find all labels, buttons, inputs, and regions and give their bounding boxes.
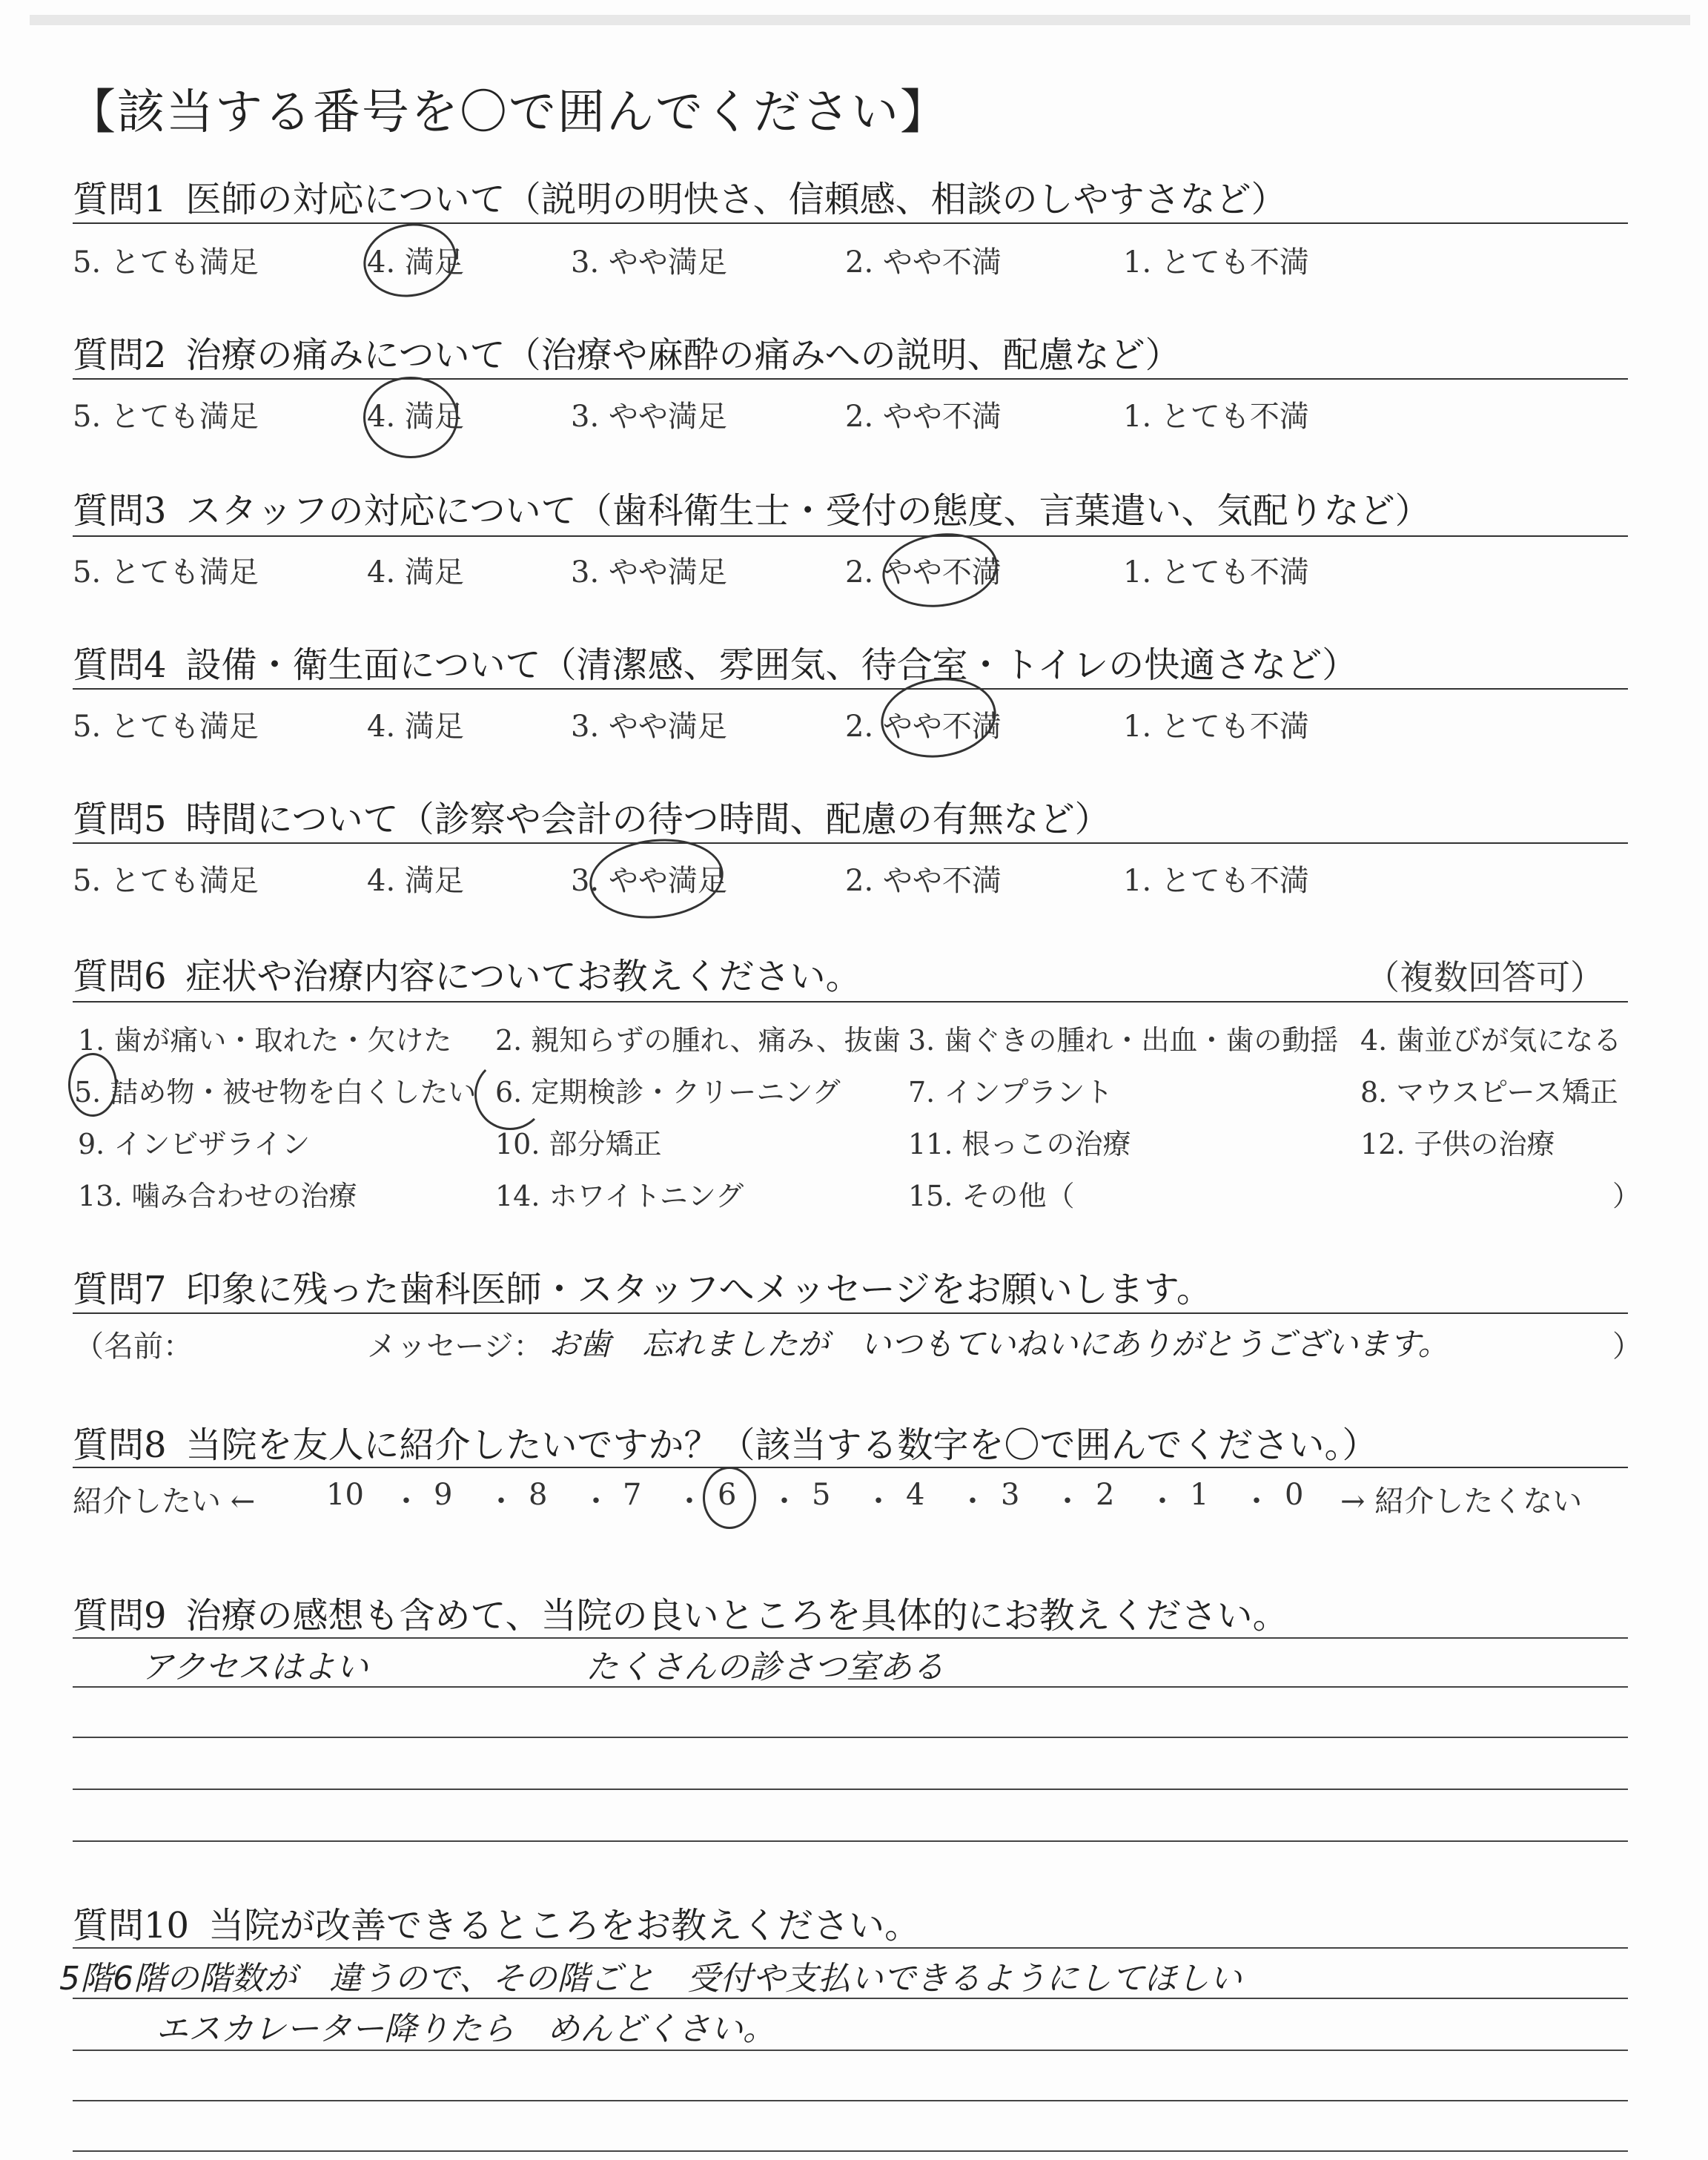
symptom-option[interactable]: 2. 親知らずの腫れ、痛み、抜歯 (495, 1024, 901, 1057)
scale-separator: ・ (486, 1484, 516, 1519)
selection-circle (357, 217, 462, 304)
scale-4[interactable]: 4 (906, 1478, 925, 1512)
symptom-option[interactable]: 5. 詰め物・被せ物を白くしたい (74, 1076, 477, 1109)
question-rule (73, 1312, 1628, 1314)
selection-checkmark (474, 1059, 546, 1130)
answer-line (73, 1947, 1628, 1949)
option-1[interactable]: 1. とても不満 (1123, 245, 1309, 280)
question-text: 設備・衛生面について（清潔感、雰囲気、待合室・トイレの快適さなど） (185, 644, 1358, 686)
question-text: 時間について（診察や会計の待つ時間、配慮の有無など） (185, 799, 1110, 840)
option-4[interactable]: 4. 満足 (367, 864, 464, 898)
question-number: 質問5 (73, 799, 167, 840)
scale-separator: ・ (958, 1484, 987, 1519)
option-5[interactable]: 5. とても満足 (73, 400, 259, 434)
question-number: 質問8 (73, 1424, 167, 1466)
scale-separator: ・ (769, 1484, 799, 1519)
option-1[interactable]: 1. とても不満 (1123, 555, 1309, 589)
answer-line (73, 1998, 1628, 1999)
symptom-option[interactable]: 3. 歯ぐきの腫れ・出血・歯の動揺 (908, 1024, 1339, 1057)
scale-2[interactable]: 2 (1096, 1478, 1115, 1512)
scan-top-edge (30, 15, 1690, 25)
question-number: 質問1 (73, 179, 167, 220)
scale-separator: ・ (675, 1484, 704, 1519)
question-number: 質問3 (73, 490, 167, 532)
answer-line (73, 1686, 1628, 1688)
scale-separator: ・ (391, 1484, 421, 1519)
question-text: 症状や治療内容についてお教えください。 (185, 956, 861, 997)
option-4[interactable]: 4. 満足 (367, 400, 464, 434)
option-5[interactable]: 5. とても満足 (73, 245, 259, 280)
scale-separator: ・ (1148, 1484, 1177, 1519)
option-5[interactable]: 5. とても満足 (73, 555, 259, 589)
option-4[interactable]: 4. 満足 (367, 555, 464, 589)
question-8 (73, 1416, 1629, 1467)
question-text: 当院を友人に紹介したいですか？（該当する数字を〇で囲んでください。） (185, 1424, 1378, 1466)
symptom-option[interactable]: 11. 根っこの治療 (908, 1128, 1131, 1160)
question-rule (73, 222, 1628, 224)
symptom-option[interactable]: 9. インビザライン (78, 1128, 311, 1160)
question-text: 治療の痛みについて（治療や麻酔の痛みへの説明、配慮など） (185, 334, 1181, 376)
scale-separator: ・ (1242, 1484, 1271, 1519)
symptom-option[interactable]: 15. その他（ (908, 1180, 1075, 1212)
question-2 (73, 326, 1629, 377)
scale-separator: ・ (581, 1484, 611, 1519)
question-10 (73, 1897, 1629, 1948)
question-4 (73, 636, 1629, 687)
form-heading: 【該当する番号を〇で囲んでください】 (68, 85, 949, 140)
option-2[interactable]: 2. やや不満 (845, 245, 1002, 280)
question-text: 医師の対応について（説明の明快さ、信頼感、相談のしやすさなど） (185, 179, 1287, 220)
question-number: 質問9 (73, 1595, 167, 1636)
selection-circle (586, 833, 727, 925)
symptom-option[interactable]: 1. 歯が痛い・取れた・欠けた (78, 1024, 452, 1057)
question-7 (73, 1261, 1629, 1312)
scale-8[interactable]: 8 (529, 1478, 548, 1512)
symptom-option[interactable]: 12. 子供の治療 (1360, 1128, 1555, 1160)
answer-line (73, 2150, 1628, 2152)
option-5[interactable]: 5. とても満足 (73, 864, 259, 898)
name-label: （名前： (74, 1330, 193, 1364)
answer-handwriting: エスカレーター降りたら めんどくさい。 (156, 2010, 775, 2048)
answer-line (73, 2050, 1628, 2051)
answer-line (73, 1840, 1628, 1842)
option-4[interactable]: 4. 満足 (367, 710, 464, 744)
answer-line (73, 1737, 1628, 1738)
message-label: メッセージ： (367, 1330, 543, 1364)
symptom-option[interactable]: 10. 部分矯正 (495, 1128, 662, 1160)
message-handwriting: お歯 忘れましたが いつもていねいにありがとうございます。 (549, 1326, 1449, 1362)
scale-9[interactable]: 9 (434, 1478, 453, 1512)
scale-7[interactable]: 7 (623, 1478, 642, 1512)
question-number: 質問7 (73, 1269, 167, 1310)
option-3[interactable]: 3. やや満足 (571, 710, 727, 744)
option-3[interactable]: 3. やや満足 (571, 864, 727, 898)
question-9 (73, 1587, 1629, 1638)
symptom-option[interactable]: 13. 噛み合わせの治療 (78, 1180, 357, 1212)
question-number: 質問6 (73, 956, 167, 997)
scale-3[interactable]: 3 (1001, 1478, 1020, 1512)
option-3[interactable]: 3. やや満足 (571, 400, 727, 434)
question-text: 当院が改善できるところをお教えください。 (208, 1905, 921, 1946)
scale-5[interactable]: 5 (812, 1478, 831, 1512)
question-rule (73, 535, 1628, 537)
scale-6[interactable]: 6 (718, 1478, 737, 1512)
option-3[interactable]: 3. やや満足 (571, 245, 727, 280)
question-3 (73, 482, 1629, 533)
question-number: 質問2 (73, 334, 167, 376)
message-close-paren: ） (1612, 1330, 1642, 1364)
selection-circle (703, 1467, 756, 1529)
answer-line (73, 1637, 1628, 1639)
question-rule (73, 688, 1628, 690)
option-2[interactable]: 2. やや不満 (845, 400, 1002, 434)
option-5[interactable]: 5. とても満足 (73, 710, 259, 744)
option-4[interactable]: 4. 満足 (367, 245, 464, 280)
question-5 (73, 790, 1629, 842)
answer-line (73, 1789, 1628, 1790)
question-rule (73, 1467, 1628, 1468)
option-2[interactable]: 2. やや不満 (845, 710, 1002, 744)
scale-10[interactable]: 10 (326, 1478, 364, 1512)
answer-handwriting: アクセスはよい (141, 1648, 368, 1686)
question-rule (73, 1001, 1628, 1003)
option-1[interactable]: 1. とても不満 (1123, 864, 1309, 898)
option-1[interactable]: 1. とても不満 (1123, 710, 1309, 744)
answer-line (73, 2100, 1628, 2101)
option-1[interactable]: 1. とても不満 (1123, 400, 1309, 434)
selection-circle (878, 526, 1002, 615)
symptom-option[interactable]: 4. 歯並びが気になる (1360, 1024, 1622, 1057)
question-text: スタッフの対応について（歯科衛生士・受付の態度、言葉遣い、気配りなど） (185, 490, 1431, 532)
question-text: 印象に残った歯科医師・スタッフへメッセージをお願いします。 (185, 1269, 1212, 1310)
question-1 (73, 171, 1629, 222)
other-close-paren: ） (1612, 1180, 1641, 1212)
question-number: 質問10 (73, 1905, 190, 1946)
selection-circle (68, 1053, 117, 1117)
scale-separator: ・ (864, 1484, 893, 1519)
question-rule (73, 378, 1628, 380)
multiple-answers-note: （複数回答可） (1366, 957, 1604, 997)
symptom-option[interactable]: 14. ホワイトニング (495, 1180, 744, 1212)
scale-right-label: → 紹介したくない (1340, 1484, 1583, 1519)
option-2[interactable]: 2. やや不満 (845, 864, 1002, 898)
symptom-option[interactable]: 8. マウスピース矯正 (1360, 1076, 1618, 1109)
question-number: 質問4 (73, 644, 167, 686)
question-rule (73, 842, 1628, 844)
symptom-option[interactable]: 6. 定期検診・クリーニング (495, 1076, 841, 1109)
symptom-option[interactable]: 7. インプラント (908, 1076, 1113, 1109)
option-2[interactable]: 2. やや不満 (845, 555, 1002, 589)
selection-circle (363, 377, 458, 458)
scale-0[interactable]: 0 (1285, 1478, 1304, 1512)
scale-1[interactable]: 1 (1190, 1478, 1209, 1512)
scale-separator: ・ (1053, 1484, 1082, 1519)
scale-left-label: 紹介したい ← (73, 1484, 256, 1519)
answer-handwriting: 5階6階の階数が 違うので、その階ごと 受付や支払いできるようにしてほしい (59, 1960, 1242, 1998)
option-3[interactable]: 3. やや満足 (571, 555, 727, 589)
answer-handwriting: たくさんの診さつ室ある (586, 1648, 944, 1686)
question-text: 治療の感想も含めて、当院の良いところを具体的にお教えください。 (185, 1595, 1288, 1636)
